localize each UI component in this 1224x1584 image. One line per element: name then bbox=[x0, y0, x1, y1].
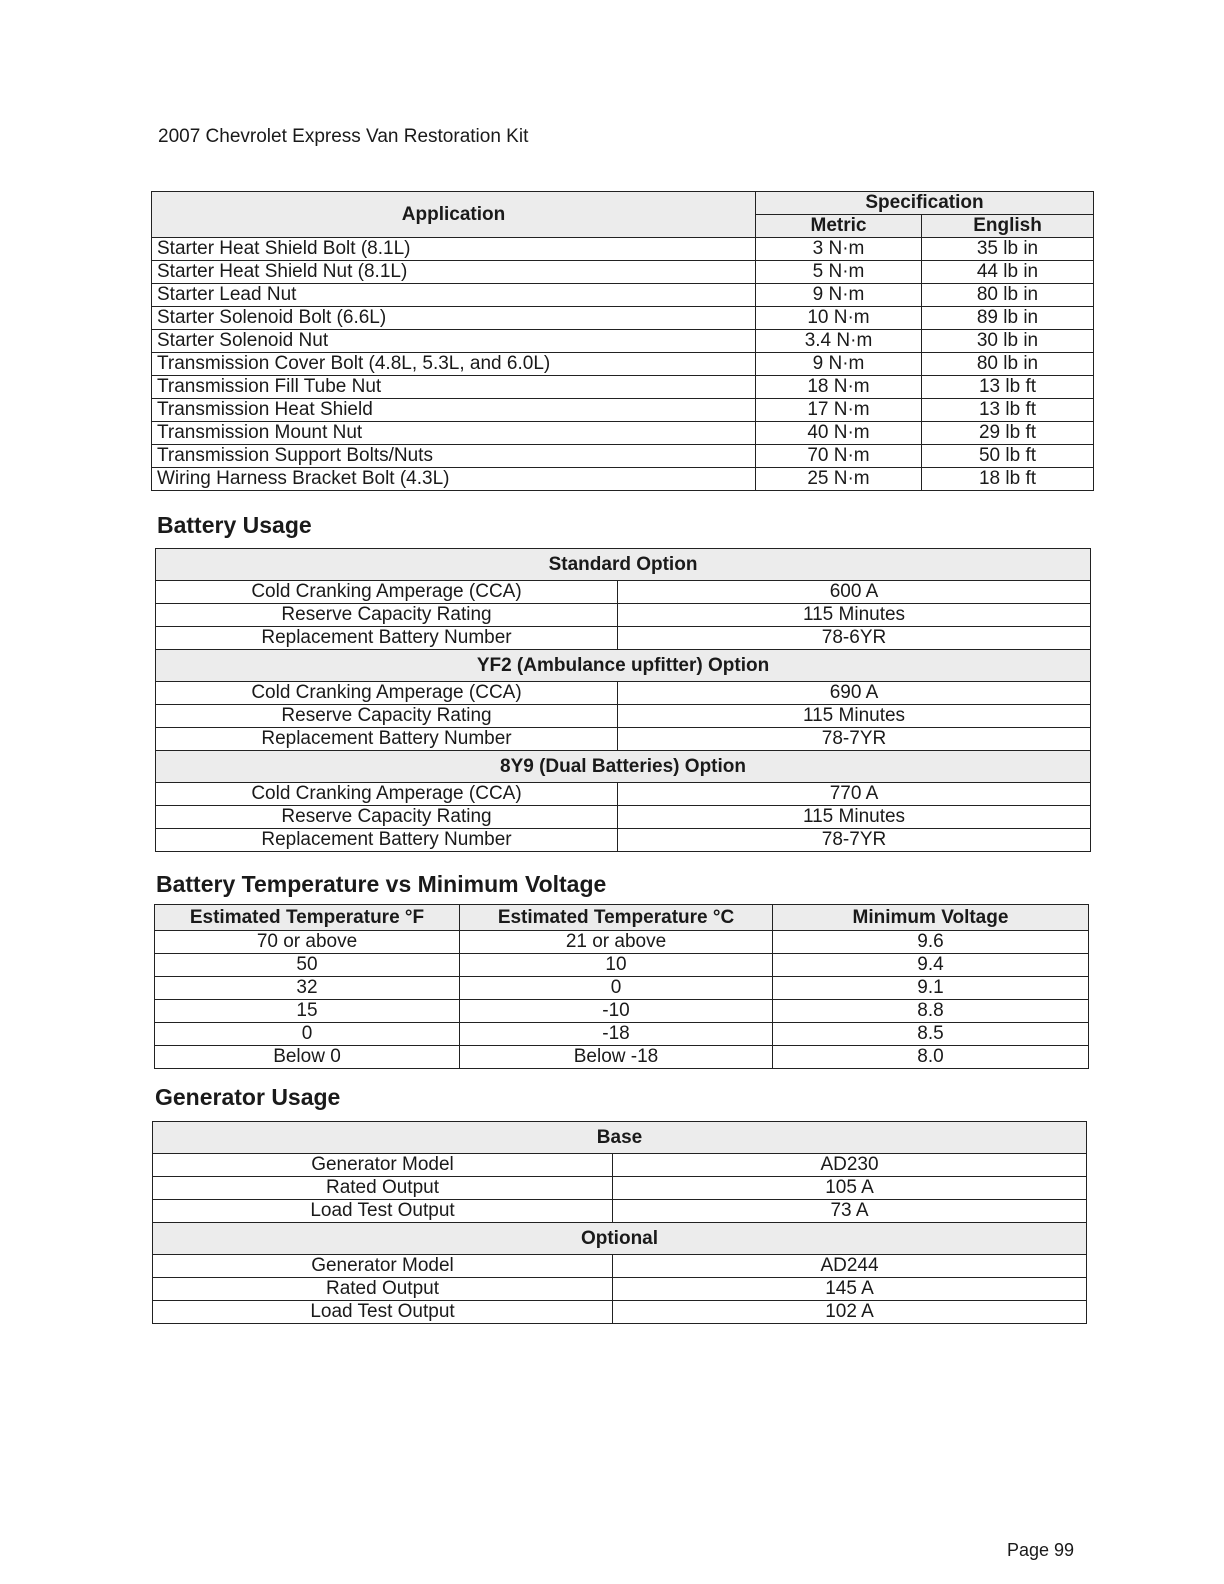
temperature-voltage-table bbox=[154, 904, 1089, 1069]
temp-f-cell: 70 or above bbox=[155, 931, 460, 954]
table-row bbox=[152, 468, 1094, 491]
english-cell: 80 lb in bbox=[922, 284, 1094, 307]
temp-f-cell: 0 bbox=[155, 1023, 460, 1046]
row-label: Load Test Output bbox=[153, 1301, 613, 1324]
application-cell: Wiring Harness Bracket Bolt (4.3L) bbox=[152, 468, 756, 491]
application-cell: Starter Solenoid Bolt (6.6L) bbox=[152, 307, 756, 330]
group-header-row bbox=[153, 1223, 1087, 1255]
row-value: 78-7YR bbox=[618, 728, 1091, 751]
col-min-voltage: Minimum Voltage bbox=[773, 905, 1089, 931]
row-value: 115 Minutes bbox=[618, 705, 1091, 728]
metric-cell: 5 N·m bbox=[756, 261, 922, 284]
table-row bbox=[153, 1200, 1087, 1223]
col-application: Application bbox=[152, 192, 756, 238]
metric-cell: 40 N·m bbox=[756, 422, 922, 445]
row-label: Rated Output bbox=[153, 1278, 613, 1301]
temp-f-cell: 32 bbox=[155, 977, 460, 1000]
group-heading: Base bbox=[153, 1122, 1087, 1154]
group-heading: Optional bbox=[153, 1223, 1087, 1255]
row-value: 73 A bbox=[613, 1200, 1087, 1223]
metric-cell: 18 N·m bbox=[756, 376, 922, 399]
generator-usage-title: Generator Usage bbox=[155, 1084, 341, 1110]
row-label: Generator Model bbox=[153, 1154, 613, 1177]
generator-rows bbox=[153, 1122, 1087, 1324]
table-row bbox=[155, 1023, 1089, 1046]
row-label: Replacement Battery Number bbox=[156, 728, 618, 751]
row-value: AD230 bbox=[613, 1154, 1087, 1177]
temp-c-cell: -10 bbox=[460, 1000, 773, 1023]
english-cell: 44 lb in bbox=[922, 261, 1094, 284]
voltage-cell: 9.4 bbox=[773, 954, 1089, 977]
row-label: Cold Cranking Amperage (CCA) bbox=[156, 581, 618, 604]
row-value: 102 A bbox=[613, 1301, 1087, 1324]
row-value: 115 Minutes bbox=[618, 806, 1091, 829]
row-value: 78-6YR bbox=[618, 627, 1091, 650]
table-row bbox=[156, 829, 1091, 852]
application-cell: Starter Lead Nut bbox=[152, 284, 756, 307]
table-row bbox=[156, 604, 1091, 627]
english-cell: 35 lb in bbox=[922, 238, 1094, 261]
metric-cell: 10 N·m bbox=[756, 307, 922, 330]
metric-cell: 70 N·m bbox=[756, 445, 922, 468]
voltage-cell: 8.5 bbox=[773, 1023, 1089, 1046]
table-row bbox=[152, 376, 1094, 399]
english-cell: 89 lb in bbox=[922, 307, 1094, 330]
page-number: Page 99 bbox=[1007, 1540, 1075, 1560]
group-header-row bbox=[156, 650, 1091, 682]
table-row bbox=[156, 627, 1091, 650]
row-value: 145 A bbox=[613, 1278, 1087, 1301]
table-row bbox=[152, 422, 1094, 445]
temp-f-cell: 50 bbox=[155, 954, 460, 977]
row-label: Load Test Output bbox=[153, 1200, 613, 1223]
page-header: 2007 Chevrolet Express Van Restoration Kit bbox=[158, 126, 529, 147]
table-row bbox=[152, 261, 1094, 284]
row-value: 770 A bbox=[618, 783, 1091, 806]
table-row bbox=[155, 1000, 1089, 1023]
table-row bbox=[152, 330, 1094, 353]
table-row bbox=[155, 931, 1089, 954]
group-header-row bbox=[153, 1122, 1087, 1154]
group-heading: Standard Option bbox=[156, 549, 1091, 581]
generator-usage-table bbox=[152, 1121, 1087, 1324]
group-header-row bbox=[156, 751, 1091, 783]
application-cell: Starter Heat Shield Nut (8.1L) bbox=[152, 261, 756, 284]
row-label: Cold Cranking Amperage (CCA) bbox=[156, 783, 618, 806]
col-temp-f: Estimated Temperature °F bbox=[155, 905, 460, 931]
table-row bbox=[156, 806, 1091, 829]
row-label: Replacement Battery Number bbox=[156, 829, 618, 852]
row-label: Rated Output bbox=[153, 1177, 613, 1200]
voltage-cell: 9.6 bbox=[773, 931, 1089, 954]
row-label: Cold Cranking Amperage (CCA) bbox=[156, 682, 618, 705]
table-row bbox=[156, 728, 1091, 751]
application-cell: Starter Heat Shield Bolt (8.1L) bbox=[152, 238, 756, 261]
row-value: AD244 bbox=[613, 1255, 1087, 1278]
voltage-cell: 8.8 bbox=[773, 1000, 1089, 1023]
row-value: 690 A bbox=[618, 682, 1091, 705]
temp-f-cell: 15 bbox=[155, 1000, 460, 1023]
application-cell: Transmission Support Bolts/Nuts bbox=[152, 445, 756, 468]
table-row bbox=[153, 1177, 1087, 1200]
english-cell: 13 lb ft bbox=[922, 399, 1094, 422]
voltage-cell: 9.1 bbox=[773, 977, 1089, 1000]
battery-usage-title: Battery Usage bbox=[157, 512, 312, 538]
col-english: English bbox=[922, 215, 1094, 238]
metric-cell: 9 N·m bbox=[756, 284, 922, 307]
english-cell: 18 lb ft bbox=[922, 468, 1094, 491]
table-row bbox=[153, 1278, 1087, 1301]
table-row bbox=[152, 238, 1094, 261]
torque-rows bbox=[152, 238, 1094, 491]
table-row bbox=[152, 445, 1094, 468]
metric-cell: 17 N·m bbox=[756, 399, 922, 422]
temp-c-cell: 10 bbox=[460, 954, 773, 977]
table-row bbox=[153, 1301, 1087, 1324]
temperature-rows bbox=[155, 931, 1089, 1069]
row-label: Replacement Battery Number bbox=[156, 627, 618, 650]
table-row bbox=[152, 307, 1094, 330]
torque-spec-table bbox=[151, 191, 1094, 491]
metric-cell: 3 N·m bbox=[756, 238, 922, 261]
table-row bbox=[155, 1046, 1089, 1069]
metric-cell: 9 N·m bbox=[756, 353, 922, 376]
application-cell: Starter Solenoid Nut bbox=[152, 330, 756, 353]
metric-cell: 3.4 N·m bbox=[756, 330, 922, 353]
col-specification: Specification bbox=[756, 192, 1094, 215]
col-metric: Metric bbox=[756, 215, 922, 238]
temp-c-cell: -18 bbox=[460, 1023, 773, 1046]
group-header-row bbox=[156, 549, 1091, 581]
table-row bbox=[156, 581, 1091, 604]
row-value: 600 A bbox=[618, 581, 1091, 604]
application-cell: Transmission Heat Shield bbox=[152, 399, 756, 422]
battery-rows bbox=[156, 549, 1091, 852]
table-row bbox=[156, 705, 1091, 728]
row-label: Reserve Capacity Rating bbox=[156, 604, 618, 627]
metric-cell: 25 N·m bbox=[756, 468, 922, 491]
temp-c-cell: Below -18 bbox=[460, 1046, 773, 1069]
table-row bbox=[152, 353, 1094, 376]
table-row bbox=[153, 1255, 1087, 1278]
table-row bbox=[156, 682, 1091, 705]
row-label: Reserve Capacity Rating bbox=[156, 705, 618, 728]
row-value: 105 A bbox=[613, 1177, 1087, 1200]
table-row bbox=[155, 954, 1089, 977]
english-cell: 13 lb ft bbox=[922, 376, 1094, 399]
group-heading: 8Y9 (Dual Batteries) Option bbox=[156, 751, 1091, 783]
row-value: 115 Minutes bbox=[618, 604, 1091, 627]
temperature-title: Battery Temperature vs Minimum Voltage bbox=[156, 871, 607, 897]
table-row bbox=[152, 399, 1094, 422]
application-cell: Transmission Mount Nut bbox=[152, 422, 756, 445]
row-value: 78-7YR bbox=[618, 829, 1091, 852]
temp-c-cell: 21 or above bbox=[460, 931, 773, 954]
table-row bbox=[155, 977, 1089, 1000]
table-row bbox=[152, 284, 1094, 307]
table-row bbox=[153, 1154, 1087, 1177]
temp-c-cell: 0 bbox=[460, 977, 773, 1000]
group-heading: YF2 (Ambulance upfitter) Option bbox=[156, 650, 1091, 682]
english-cell: 80 lb in bbox=[922, 353, 1094, 376]
battery-usage-table bbox=[155, 548, 1091, 852]
table-row bbox=[156, 783, 1091, 806]
english-cell: 29 lb ft bbox=[922, 422, 1094, 445]
row-label: Reserve Capacity Rating bbox=[156, 806, 618, 829]
temp-f-cell: Below 0 bbox=[155, 1046, 460, 1069]
english-cell: 30 lb in bbox=[922, 330, 1094, 353]
application-cell: Transmission Cover Bolt (4.8L, 5.3L, and 6.0L) bbox=[152, 353, 756, 376]
voltage-cell: 8.0 bbox=[773, 1046, 1089, 1069]
col-temp-c: Estimated Temperature °C bbox=[460, 905, 773, 931]
application-cell: Transmission Fill Tube Nut bbox=[152, 376, 756, 399]
row-label: Generator Model bbox=[153, 1255, 613, 1278]
english-cell: 50 lb ft bbox=[922, 445, 1094, 468]
